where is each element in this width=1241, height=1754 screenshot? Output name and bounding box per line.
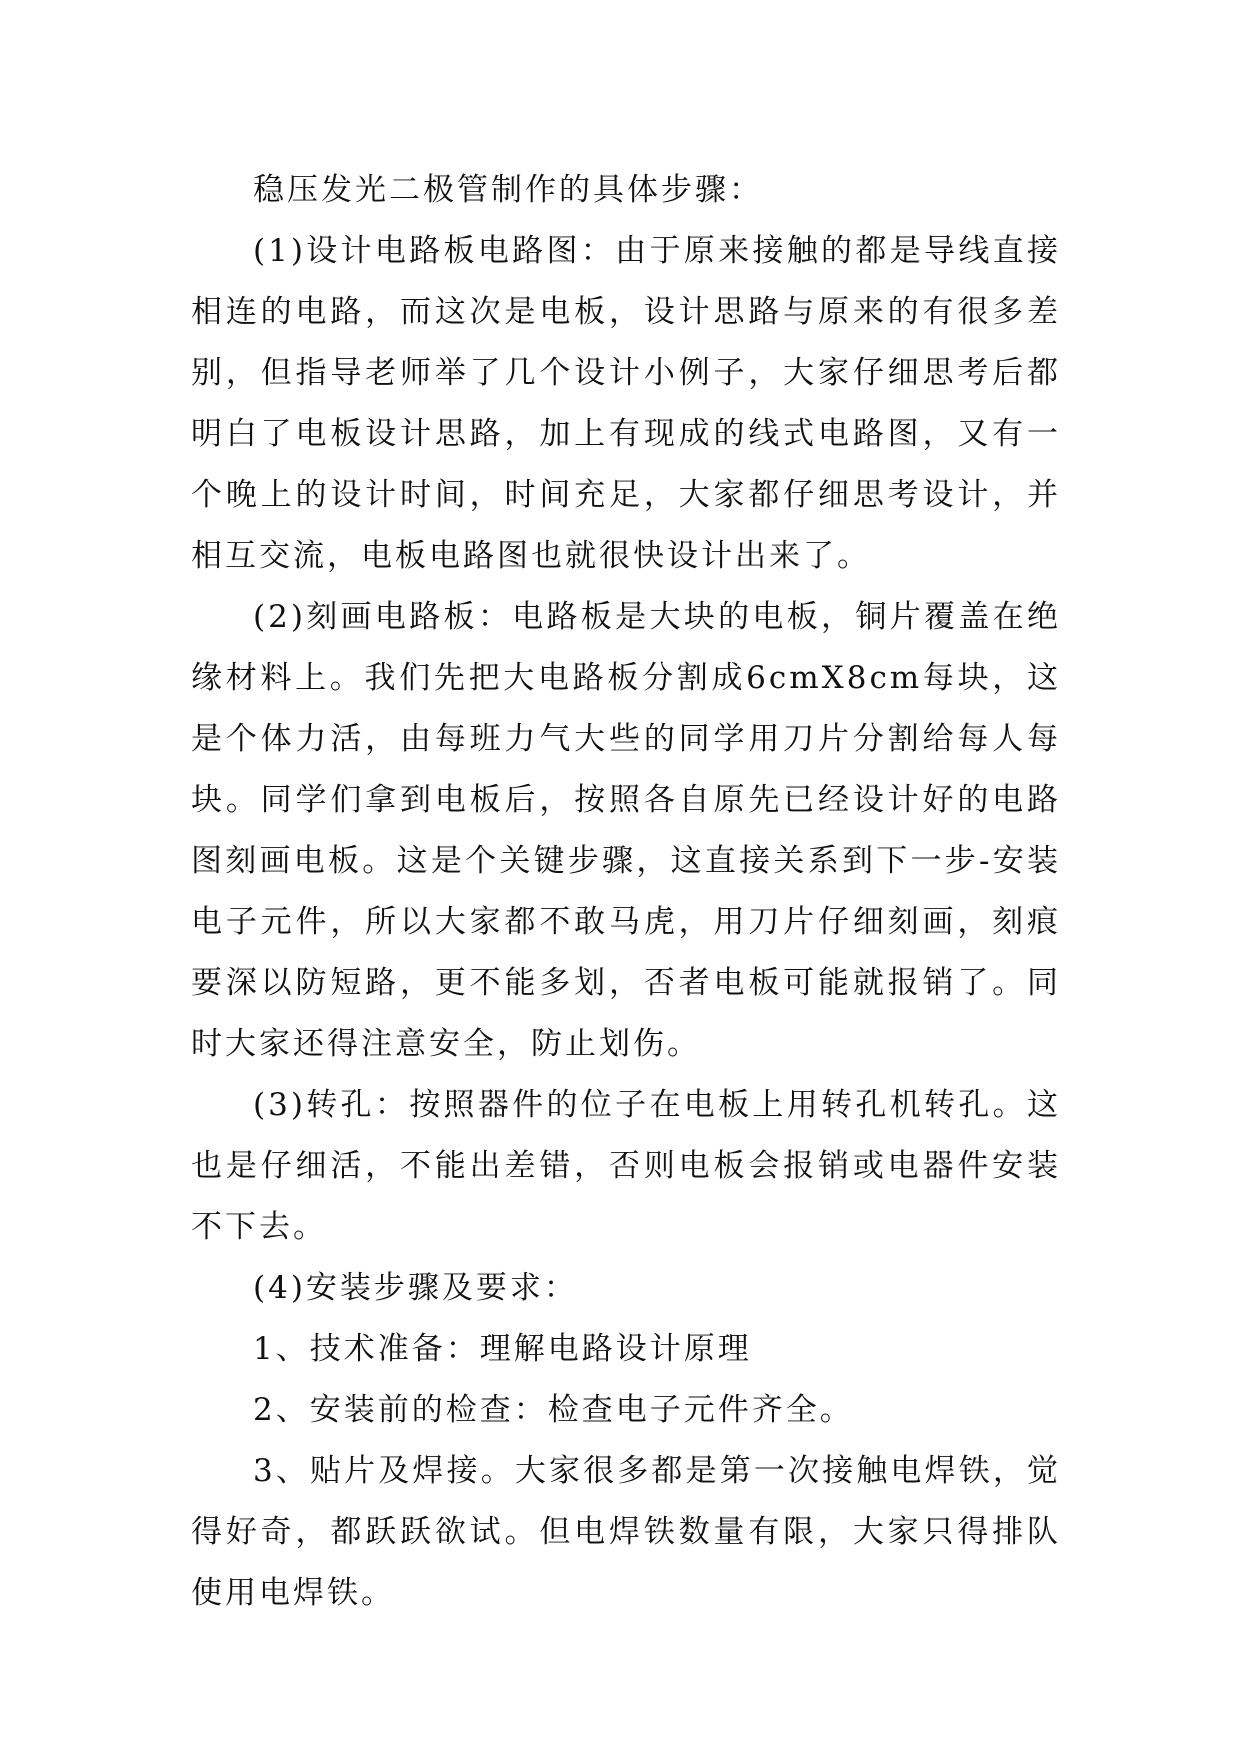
paragraph-substep-3: 3、贴片及焊接。大家很多都是第一次接触电焊铁，觉得好奇，都跃跃欲试。但电焊铁数量有限，大家只得排队使用电焊铁。 bbox=[191, 1453, 1061, 1611]
paragraph-substep-1: 1、技术准备：理解电路设计原理 bbox=[253, 1331, 752, 1367]
paragraph-substep-2: 2、安装前的检查：检查电子元件齐全。 bbox=[253, 1392, 854, 1428]
document-body bbox=[191, 160, 1061, 1624]
paragraph-heading: 稳压发光二极管制作的具体步骤： bbox=[253, 172, 763, 208]
paragraph-step-2: (2)刻画电路板：电路板是大块的电板，铜片覆盖在绝缘材料上。我们先把大电路板分割成6cmX8cm每块，这是个体力活，由每班力气大些的同学用刀片分割给每人每块。同学们拿到电板后，按照各自原先已经设计好的电路图刻画电板。这是个关键步骤，这直接关系到下一步-安装电子元件，所以大家都不敢马虎，用刀片仔细刻画，刻痕要深以防短路，更不能多划，否者电板可能就报销了。同时大家还得注意安全，防止划伤。 bbox=[191, 599, 1061, 1062]
paragraph-step-1: (1)设计电路板电路图：由于原来接触的都是导线直接相连的电路，而这次是电板，设计思路与原来的有很多差别，但指导老师举了几个设计小例子，大家仔细思考后都明白了电板设计思路，加上有现成的线式电路图，又有一个晚上的设计时间，时间充足，大家都仔细思考设计，并相互交流，电板电路图也就很快设计出来了。 bbox=[191, 233, 1061, 574]
paragraph-step-3: (3)转孔：按照器件的位子在电板上用转孔机转孔。这也是仔细活，不能出差错，否则电板会报销或电器件安装不下去。 bbox=[191, 1087, 1061, 1245]
paragraph-step-4: (4)安装步骤及要求： bbox=[253, 1270, 578, 1306]
